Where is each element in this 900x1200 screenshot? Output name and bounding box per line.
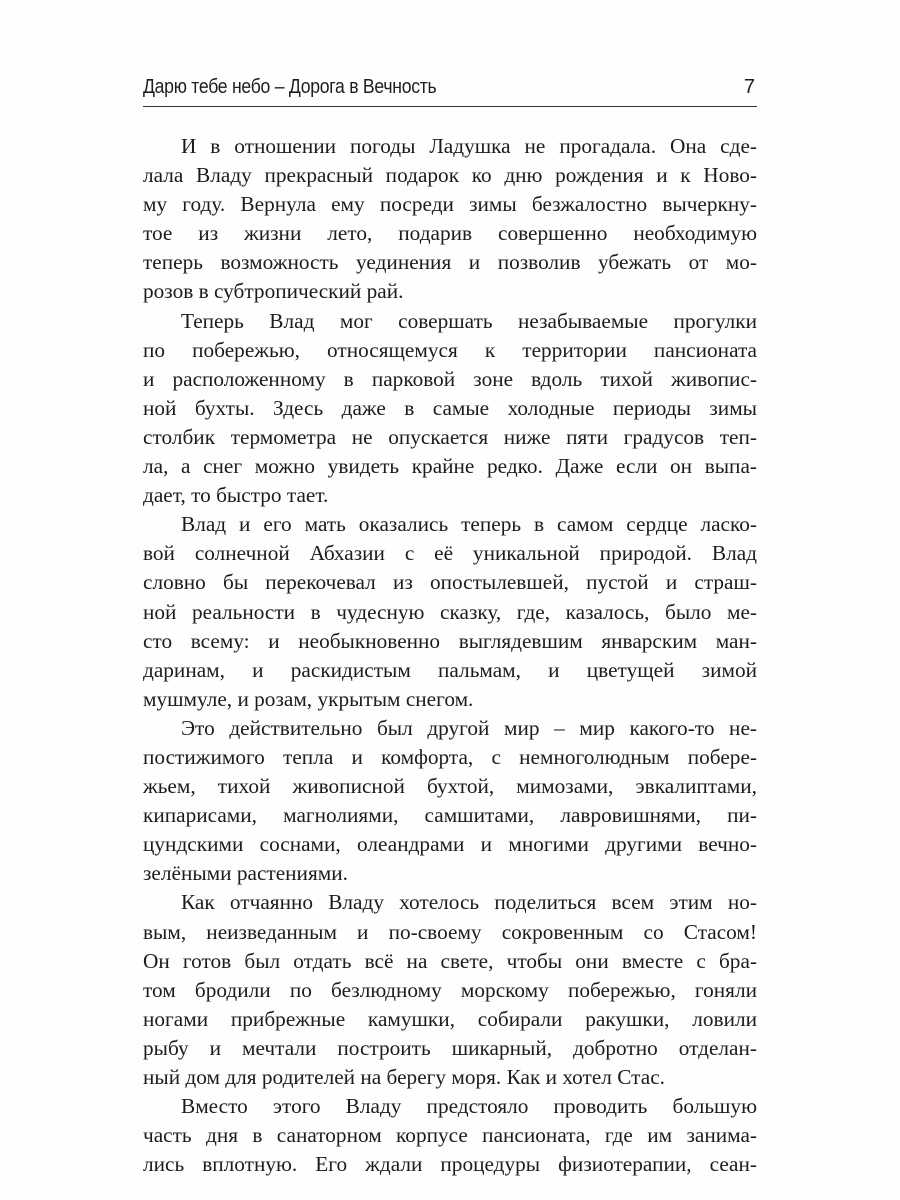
text-line: жьем, тихой живописной бухтой, мимозами, эвкалиптами, <box>143 774 757 799</box>
text-line: лала Владу прекрасный подарок ко дню рождения и к Ново- <box>143 163 757 188</box>
text-line: И в отношении погоды Ладушка не прогадала. Она сде- <box>181 134 757 158</box>
text-line: столбик термометра не опускается ниже пяти градусов теп- <box>143 424 757 449</box>
text-line: Вместо этого Владу предстояло проводить большую <box>181 1094 757 1119</box>
paragraph-5 <box>143 888 757 1092</box>
text-line: му году. Вернула ему посреди зимы безжалостно вычеркну- <box>143 192 757 217</box>
header-rule <box>143 106 757 107</box>
text-line: ногами прибрежные камушки, собирали ракушки, ловили <box>143 1006 757 1031</box>
text-line: теперь возможность уединения и позволив убежать от мо- <box>143 250 757 275</box>
text-line: цундскими соснами, олеандрами и многими другими вечно- <box>143 832 757 857</box>
text-line: Он готов был отдать всё на свете, чтобы они вместе с бра- <box>143 948 757 973</box>
text-line: Как отчаянно Владу хотелось поделиться всем этим но- <box>181 890 757 915</box>
text-line: даринам, и раскидистым пальмам, и цветущей зимой <box>143 657 757 682</box>
text-line: словно бы перекочевал из опостылевшей, пустой и страш- <box>143 570 757 595</box>
text-line: и расположенному в парковой зоне вдоль тихой живопис- <box>143 366 757 391</box>
page-number: 7 <box>743 76 755 98</box>
text-line: кипарисами, магнолиями, самшитами, лавровишнями, пи- <box>143 803 757 828</box>
text-line: Теперь Влад мог совершать незабываемые прогулки <box>181 308 757 333</box>
text-line: тое из жизни лето, подарив совершенно необходимую <box>143 221 757 246</box>
text-line: Это действительно был другой мир – мир какого-то не- <box>181 715 757 740</box>
running-title: Дарю тебе небо – Дорога в Вечность <box>143 76 437 98</box>
text-line: вым, неизведанным и по-своему сокровенным со Стасом! <box>143 919 757 944</box>
text-line: по побережью, относящемуся к территории пансионата <box>143 337 757 362</box>
text-line: постижимого тепла и комфорта, с немноголюдным побере- <box>143 744 757 769</box>
paragraph-1 <box>143 132 757 307</box>
paragraph-2 <box>143 307 757 511</box>
text-line: ной бухты. Здесь даже в самые холодные периоды зимы <box>143 395 757 420</box>
text-line: Влад и его мать оказались теперь в самом сердце ласко- <box>181 512 757 537</box>
body-text <box>143 132 757 1179</box>
text-line: вой солнечной Абхазии с её уникальной природой. Влад <box>143 541 757 566</box>
text-line: ной реальности в чудесную сказку, где, казалось, было ме- <box>143 599 757 624</box>
text-line: том бродили по безлюдному морскому побережью, гоняли <box>143 977 757 1002</box>
text-line: дает, то быстро тает. <box>143 483 329 508</box>
text-line: ла, а снег можно увидеть крайне редко. Даже если он выпа- <box>143 454 757 479</box>
text-line: зелёными растениями. <box>143 861 348 886</box>
text-line: розов в субтропический рай. <box>143 279 404 304</box>
paragraph-4 <box>143 714 757 889</box>
page-header <box>143 74 757 106</box>
text-line: сто всему: и необыкновенно выглядевшим январским ман- <box>143 628 757 653</box>
text-line: рыбу и мечтали построить шикарный, добротно отделан- <box>143 1035 757 1060</box>
text-line: ный дом для родителей на берегу моря. Как и хотел Стас. <box>143 1065 665 1089</box>
text-line: мушмуле, и розам, укрытым снегом. <box>143 686 474 711</box>
paragraph-6 <box>143 1092 757 1179</box>
paragraph-3 <box>143 510 757 714</box>
text-line: лись вплотную. Его ждали процедуры физиотерапии, сеан- <box>143 1152 757 1177</box>
text-line: часть дня в санаторном корпусе пансионата, где им занима- <box>143 1123 757 1148</box>
